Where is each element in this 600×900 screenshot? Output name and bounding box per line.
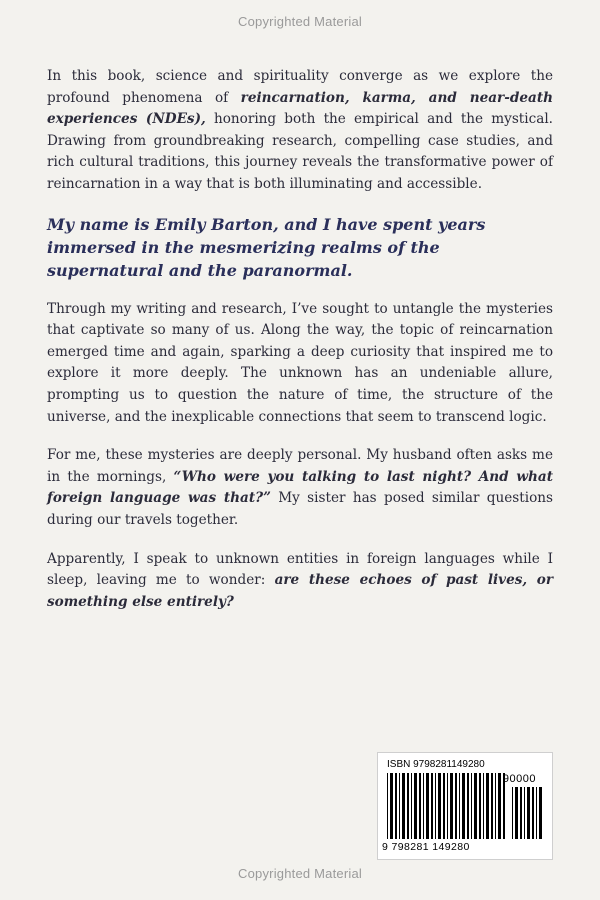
barcode-bar (495, 773, 496, 839)
barcode-bar (524, 787, 525, 839)
barcode-bar (395, 773, 397, 839)
personal-paragraph (47, 445, 553, 531)
barcode-bar (447, 773, 448, 839)
barcode-bar (479, 773, 481, 839)
barcode-bar (438, 773, 441, 839)
author-lead-statement: My name is Emily Barton, and I have spent years immersed in the mesmerizing realms of the supernatural and the paranormal. (47, 214, 486, 280)
barcode-bar (515, 787, 518, 839)
barcode-bar (520, 787, 522, 839)
barcode-bar (419, 773, 421, 839)
barcode-bar (462, 773, 465, 839)
closing-question: are these echoes of past lives, or something else entirely? (47, 572, 553, 610)
isbn-label: ISBN 9798281149280 (387, 759, 485, 770)
intro-emphasis: reincarnation, karma, and near-death experiences (NDEs), (47, 89, 553, 128)
barcode-bar (471, 773, 472, 839)
barcode-bar (426, 773, 429, 839)
barcode-bar (402, 773, 405, 839)
barcode-bar (498, 773, 501, 839)
intro-text-start: In this book, science and spirituality converge as we explore the profound phenomena of (47, 68, 553, 106)
barcode-bar (431, 773, 433, 839)
isbn-barcode-block (377, 752, 553, 860)
barcode-bar (474, 773, 477, 839)
barcode-bar (527, 787, 530, 839)
barcode-bar (411, 773, 412, 839)
barcode-bar (491, 773, 493, 839)
barcode-bar (423, 773, 424, 839)
barcode-bar (399, 773, 400, 839)
copyright-watermark-top: Copyrighted Material (238, 14, 362, 29)
personal-text-start: For me, these mysteries are deeply personal. My husband often asks me in the mornings, (47, 447, 553, 485)
copyright-watermark-bottom: Copyrighted Material (238, 866, 362, 881)
research-paragraph: Through my writing and research, I’ve sought to untangle the mysteries that captivate so many of us. Along the way, the topic of reincarnation emerged time and again, sparking a deep curiosity that inspired me to explore it more deeply. The unknown has an undeniable allure, prompting us to question the nature of time, the structure of the universe, and the inexplicable connections that seem to transcend logic. (47, 300, 553, 425)
barcode-bar (539, 787, 542, 839)
barcode-bar (455, 773, 457, 839)
barcode-bar (512, 787, 513, 839)
barcode-bar (450, 773, 453, 839)
closing-paragraph (47, 549, 553, 614)
barcode-bar (486, 773, 489, 839)
barcode-bar (390, 773, 393, 839)
barcode-bar (483, 773, 484, 839)
barcode-bar (459, 773, 460, 839)
barcode-bar (414, 773, 417, 839)
intro-paragraph (47, 66, 553, 196)
barcode-bar (435, 773, 436, 839)
price-code: 90000 (502, 773, 536, 785)
husband-quote: “Who were you talking to last night? And what foreign language was that?” (47, 468, 554, 507)
intro-text-end: honoring both the empirical and the mystical. Drawing from groundbreaking research, compelling case studies, and rich cultural traditions, this journey reveals the transformative power of reincarnation in a way that is both illuminating and accessible. (47, 111, 553, 192)
barcode-bar (387, 773, 388, 839)
barcode-bar (536, 787, 537, 839)
closing-text-start: Apparently, I speak to unknown entities in foreign languages while I sleep, leaving me to wonder: (47, 550, 553, 589)
personal-text-end: My sister has posed similar questions during our travels together. (47, 490, 553, 528)
barcode-bar (443, 773, 445, 839)
barcode-digits: 9 798281 149280 (382, 841, 470, 853)
back-cover-text (47, 66, 553, 630)
barcode-bar (407, 773, 409, 839)
barcode-bar (467, 773, 469, 839)
barcode-bar (532, 787, 534, 839)
